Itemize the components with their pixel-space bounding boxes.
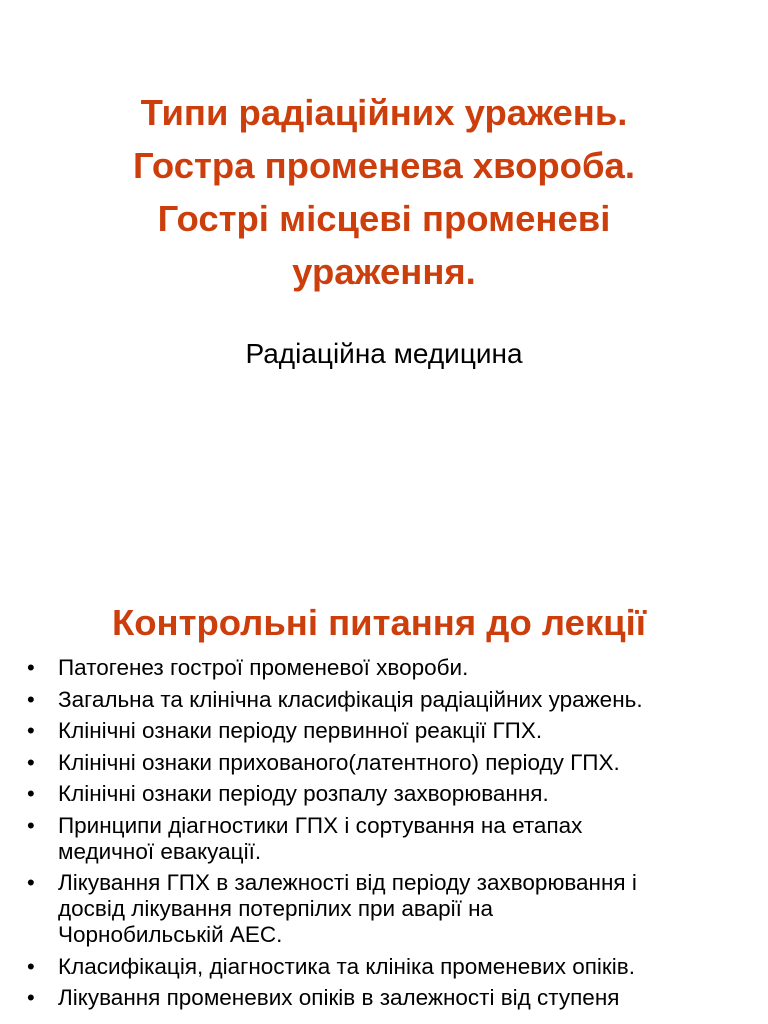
list-item-text: Лікування променевих опіків в залежності від ступеня — [58, 985, 620, 1010]
list-item-text: досвід лікування потерпілих при аварії на — [58, 896, 494, 921]
list-item — [0, 781, 768, 807]
list-item-text: Загальна та клінічна класифікація радіаційних уражень. — [58, 686, 643, 712]
list-item — [0, 954, 768, 980]
list-item — [0, 687, 768, 713]
list-item-text: Клінічні ознаки періоду розпалу захворювання. — [58, 781, 549, 806]
bullet-icon: • — [27, 749, 35, 775]
list-item-text: медичної евакуації. — [58, 838, 262, 864]
list-item — [0, 655, 768, 681]
slide-title-line: Типи радіаційних уражень. — [140, 92, 628, 133]
slide-title-line: Гостра променева хвороба. — [133, 145, 635, 186]
list-item-text: Клінічні ознаки періоду первинної реакції ГПХ. — [58, 718, 543, 743]
bullet-icon: • — [27, 985, 35, 1010]
slide-subtitle: Радіаційна медицина — [245, 338, 523, 369]
bullet-icon: • — [27, 812, 35, 838]
list-item-text: Лікування ГПХ в залежності від періоду захворювання і — [58, 870, 637, 895]
slide-title — [40, 86, 728, 298]
list-item — [0, 870, 768, 948]
slide-title-line: ураження. — [292, 251, 476, 292]
bullet-icon: • — [27, 655, 35, 680]
list-item — [0, 718, 768, 744]
questions-list — [0, 655, 768, 1017]
list-item-text: Принципи діагностики ГПХ і сортування на етапах — [58, 812, 583, 838]
section-heading: Контрольні питання до лекції — [111, 602, 647, 643]
bullet-icon: • — [27, 718, 35, 743]
list-item-text: Чорнобильській АЕС. — [58, 922, 283, 947]
list-item-text: Клінічні ознаки прихованого(латентного) періоду ГПХ. — [58, 749, 620, 775]
bullet-icon: • — [27, 870, 35, 895]
list-item — [0, 750, 768, 776]
list-item — [0, 985, 768, 1011]
slide-title-line: Гострі місцеві променеві — [157, 198, 611, 239]
bullet-icon: • — [27, 953, 35, 979]
list-item — [0, 813, 768, 865]
list-item-text: Класифікація, діагностика та клініка променевих опіків. — [58, 953, 635, 979]
bullet-icon: • — [27, 781, 35, 806]
list-item-text: Патогенез гострої променевої хвороби. — [58, 655, 469, 680]
bullet-icon: • — [27, 686, 35, 712]
